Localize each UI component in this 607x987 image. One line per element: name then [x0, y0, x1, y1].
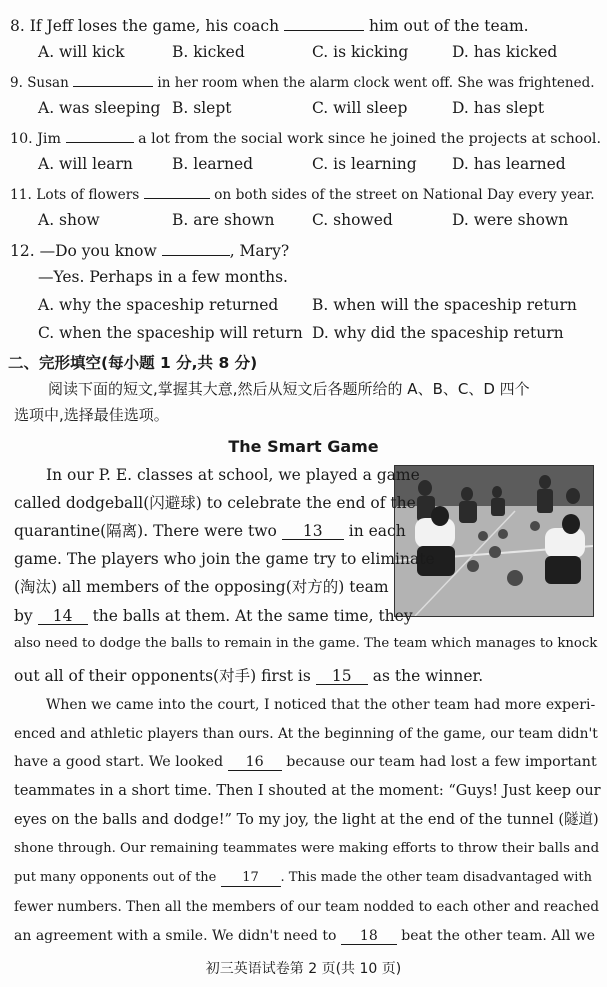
blank-16: 16: [228, 752, 282, 771]
answer-blank: [66, 126, 134, 143]
option-b: B. learned: [172, 155, 254, 173]
p1-line-5: (淘汰) all members of the opposing(对方的) team: [14, 578, 389, 596]
stem-text: Susan: [27, 75, 69, 91]
p2-line-1: When we came into the court, I noticed that the other team had more experi-: [46, 697, 596, 713]
p1-line-8: [14, 666, 483, 686]
p2-line-9: [14, 926, 595, 946]
text: have a good start. We looked: [14, 754, 224, 770]
section-heading: 二、完形填空(每小题 1 分,共 8 分): [8, 354, 258, 372]
p2-line-7: [14, 868, 592, 888]
text: as the winner.: [372, 667, 484, 685]
p2-line-6: shone through. Our remaining teammates were making efforts to throw their balls and: [14, 841, 600, 856]
question-number: 9.: [10, 75, 23, 91]
answer-blank: [73, 70, 153, 87]
text: in each: [348, 522, 406, 540]
question-number: 12.: [10, 242, 35, 260]
stem-text: —Do you know: [39, 242, 157, 260]
question-8-stem: [10, 14, 529, 36]
text: quarantine(隔离). There were two: [14, 522, 277, 540]
dodgeball-image: [395, 466, 593, 616]
question-10-stem: [10, 126, 601, 149]
p2-line-3: [14, 752, 597, 772]
option-d: D. were shown: [452, 211, 569, 229]
dialogue-reply: —Yes. Perhaps in a few months.: [38, 268, 288, 286]
p1-line-3: [14, 521, 406, 541]
p2-line-2: enced and athletic players than ours. At the beginning of the game, our team didn't: [14, 726, 598, 742]
option-a: A. will learn: [38, 155, 133, 173]
stem-text: a lot from the social work since he joined the projects at school.: [138, 131, 602, 147]
page-footer: 初三英语试卷第 2 页(共 10 页): [205, 961, 402, 977]
stem-text: If Jeff loses the game, his coach: [29, 17, 280, 35]
p1-line-6: [14, 606, 413, 626]
option-b: B. kicked: [172, 43, 245, 61]
blank-15: 15: [316, 666, 368, 685]
stem-text: in her room when the alarm clock went off. She was frightened.: [157, 75, 595, 91]
p1-line-4: game. The players who join the game try to eliminate: [14, 550, 435, 568]
question-11-stem: [10, 182, 595, 205]
p1-line-7: also need to dodge the balls to remain in the game. The team which manages to knock: [14, 636, 598, 651]
question-number: 11.: [10, 187, 32, 203]
blank-18: 18: [341, 926, 397, 945]
option-a: A. was sleeping: [38, 99, 161, 117]
p1-line-1: In our P. E. classes at school, we played a game: [46, 466, 420, 484]
text: . This made the other team disadvantaged with: [280, 870, 593, 885]
question-12-stem: [10, 239, 289, 261]
blank-14: 14: [38, 606, 88, 625]
text: the balls at them. At the same time, they: [92, 607, 413, 625]
passage-title: The Smart Game: [228, 437, 379, 456]
option-c: C. will sleep: [312, 99, 408, 117]
stem-text: him out of the team.: [368, 17, 529, 35]
option-a: A. show: [38, 211, 100, 229]
answer-blank: [284, 14, 364, 31]
blank-13: 13: [282, 521, 344, 540]
question-number: 10.: [10, 131, 33, 147]
instruction-line-1: 阅读下面的短文,掌握其大意,然后从短文后各题所给的 A、B、C、D 四个: [48, 380, 530, 398]
answer-blank: [162, 239, 230, 256]
stem-text: Jim: [37, 131, 61, 147]
option-b: B. are shown: [172, 211, 275, 229]
question-number: 8.: [10, 17, 25, 35]
text: beat the other team. All we: [401, 928, 596, 944]
blank-17: 17: [221, 868, 281, 887]
text: an agreement with a smile. We didn't need to: [14, 928, 337, 944]
option-c: C. is kicking: [312, 43, 409, 61]
option-a: A. why the spaceship returned: [38, 296, 279, 314]
option-a: A. will kick: [38, 43, 125, 61]
option-c: C. showed: [312, 211, 393, 229]
stem-text: , Mary?: [229, 242, 290, 260]
option-c: C. when the spaceship will return: [38, 324, 303, 342]
p1-line-2: called dodgeball(闪避球) to celebrate the end of the: [14, 494, 416, 512]
option-d: D. has learned: [452, 155, 566, 173]
answer-blank: [144, 182, 210, 199]
option-d: D. has kicked: [452, 43, 558, 61]
question-9-stem: [10, 70, 595, 93]
option-c: C. is learning: [312, 155, 417, 173]
dodgeball-photo: [394, 465, 594, 617]
stem-text: on both sides of the street on National Day every year.: [214, 187, 595, 203]
text: by: [14, 607, 33, 625]
p2-line-8: fewer numbers. Then all the members of our team nodded to each other and reached: [14, 899, 600, 915]
option-b: B. when will the spaceship return: [312, 296, 577, 314]
p2-line-5: eyes on the balls and dodge!” To my joy, the light at the end of the tunnel (隧道): [14, 812, 599, 828]
option-d: D. has slept: [452, 99, 545, 117]
stem-text: Lots of flowers: [36, 187, 140, 203]
p2-line-4: teammates in a short time. Then I shouted at the moment: “Guys! Just keep our: [14, 783, 601, 799]
option-b: B. slept: [172, 99, 232, 117]
text: put many opponents out of the: [14, 870, 217, 885]
instruction-line-2: 选项中,选择最佳选项。: [14, 406, 169, 424]
text: because our team had lost a few important: [286, 754, 597, 770]
option-d: D. why did the spaceship return: [312, 324, 564, 342]
text: out all of their opponents(对手) first is: [14, 667, 311, 685]
